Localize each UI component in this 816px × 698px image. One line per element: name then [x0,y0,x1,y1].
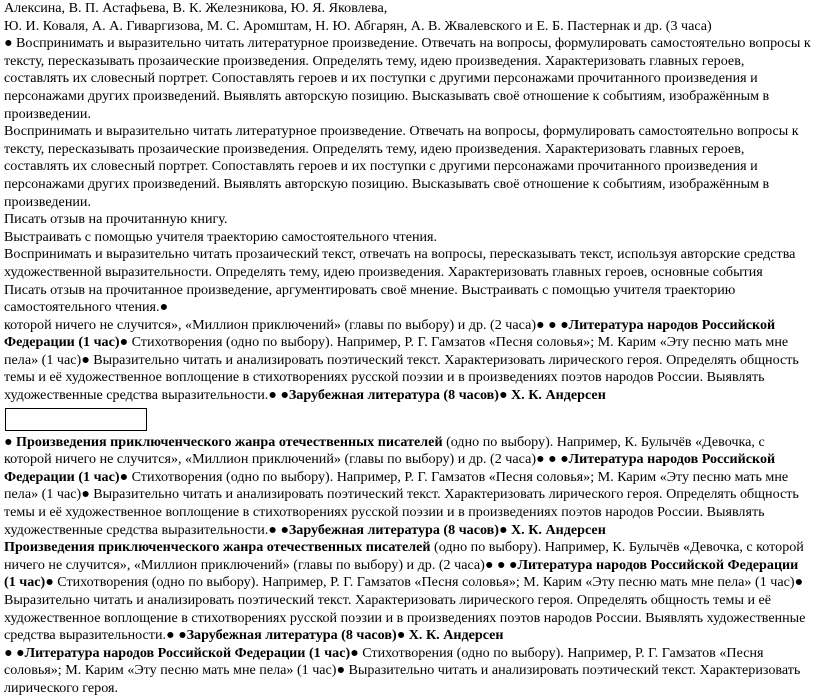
section-c-author: Х. К. Андерсен [405,627,504,644]
section-c-lead: (одно по выбору). Например, К. Булычёв «Девочка, с которой ничего не случится», «Миллион приключений» (главы по выбору) и др. (2 часа)● ● ● [4,539,804,573]
section-a-mark: ● [498,387,508,404]
section-b-tail-mark: ● [498,521,508,538]
paragraph-literary-reading-bullet: ● Воспринимать и выразительно читать литературное произведение. Отвечать на вопросы, формулировать самостоятельно вопросы к тексту, пересказывать прозаические произведения. Определять тему, идею произведения. Характеризовать главных героев, составлять их словесный портрет. Сопоставлять героев и их поступки с другими персонажами прочитанного произведения и персонажами других произведений. Выявлять авторскую позицию. Высказывать своё отношение к событиям, изображённым в произведении. [4,35,811,122]
section-b-lead: (одно по выбору). Например, К. Булычёв «Девочка, с которой ничего не случится», «Миллион приключений» (главы по выбору) и др. (2 часа)● ● ● [4,433,765,468]
authors-line-2: Ю. И. Коваля, А. А. Гиваргизова, М. С. Аромштам, Н. Ю. Абгарян, А. В. Жвалевского и Е. Б. Пастернак и др. (3 часа) [4,17,712,34]
paragraph-argued-review: Писать отзыв на прочитанное произведение, аргументировать своё мнение. Выстраивать с помощью учителя траекторию самостоятельного чтения.● [4,281,736,316]
paragraph-literary-reading: Воспринимать и выразительно читать литературное произведение. Отвечать на вопросы, формулировать самостоятельно вопросы к тексту, пересказывать прозаические произведения. Определять тему, идею произведения. Характеризовать главных героев, составлять их словесный портрет. Сопоставлять героев и их поступки с другими персонажами прочитанного произведения и персонажами других произведений. Выявлять авторскую позицию. Высказывать своё отношение к событиям, изображённым в произведении. [4,123,799,210]
section-a-author: Х. К. Андерсен [507,387,606,404]
paragraph-prose-reading: Воспринимать и выразительно читать прозаический текст, отвечать на вопросы, пересказывать текст, используя авторские средства художественной выразительности. Определять тему, идею произведения. Характеризовать главных героев, основные события [4,246,796,280]
section-a-heading-foreign: Зарубежная литература (8 часов) [288,387,499,404]
section-b [4,434,812,540]
section-a-heading-national: Литература народов Российской Федерации (1 час) [4,316,776,351]
section-b-heading-foreign: Зарубежная литература (8 часов) [288,521,499,538]
section-a [4,317,812,405]
section-b-mark: ● [4,433,17,450]
section-b-author: Х. К. Андерсен [507,521,606,538]
section-d-heading-national: Литература народов Российской Федерации (1 час) [24,644,351,661]
section-c-body: ● Стихотворения (одно по выбору). Например, Р. Г. Гамзатов «Песня соловья»; М. Карим «Эту песню мать мне пела» (1 час)● Выразительно читать и анализировать поэтический текст. Характеризовать лирического героя. Определять общность темы и её художественное воплощение в стихотворениях русской поэзии и в произведениях поэтов народов России. Выявлять художественные средства выразительности.● ● [4,574,806,644]
empty-box [5,408,147,431]
section-b-heading-genre: Произведения приключенческого жанра отечественных писателей [16,433,443,450]
section-c [4,539,812,645]
paragraph-write-review: Писать отзыв на прочитанную книгу. [4,211,228,228]
section-b-heading-national: Литература народов Российской Федерации (1 час) [4,451,776,485]
section-a-lead: которой ничего не случится», «Миллион приключений» (главы по выбору) и др. (2 часа)● ● ● [4,316,569,333]
authors-line-1: Алексина, В. П. Астафьева, В. К. Железникова, Ю. Я. Яковлева, [4,0,388,16]
section-a-body: ● Стихотворения (одно по выбору). Например, Р. Г. Гамзатов «Песня соловья»; М. Карим «Эту песню мать мне пела» (1 час)● Выразительно читать и анализировать поэтический текст. Характеризовать лирического героя. Определять общность темы и её художественное воплощение в стихотворениях русской поэзии и в произведениях поэтов народов России. Выявлять художественные средства выразительности.● ● [4,334,799,404]
section-c-heading-foreign: Зарубежная литература (8 часов) [186,627,397,644]
section-c-tail-mark: ● [396,627,406,644]
section-d [4,645,812,698]
paragraph-reading-trajectory: Выстраивать с помощью учителя траекторию самостоятельного чтения. [4,228,438,245]
section-c-heading-genre: Произведения приключенческого жанра отечественных писателей [4,539,431,556]
section-d-mark: ● ● [4,644,25,661]
section-b-body: ● Стихотворения (одно по выбору). Например, Р. Г. Гамзатов «Песня соловья»; М. Карим «Эту песню мать мне пела» (1 час)● Выразительно читать и анализировать поэтический текст. Характеризовать лирического героя. Определять общность темы и её художественное воплощение в стихотворениях русской поэзии и в произведениях поэтов народов России. Выявлять художественные средства выразительности.● ● [4,468,799,538]
section-d-body: ● Стихотворения (одно по выбору). Например, Р. Г. Гамзатов «Песня соловья»; М. Карим «Эту песню мать мне пела» (1 час)● Выразительно читать и анализировать поэтический текст. Характеризовать лирического героя. [4,644,801,696]
section-c-heading-national: Литература народов Российской Федерации (1 час) [4,556,799,591]
